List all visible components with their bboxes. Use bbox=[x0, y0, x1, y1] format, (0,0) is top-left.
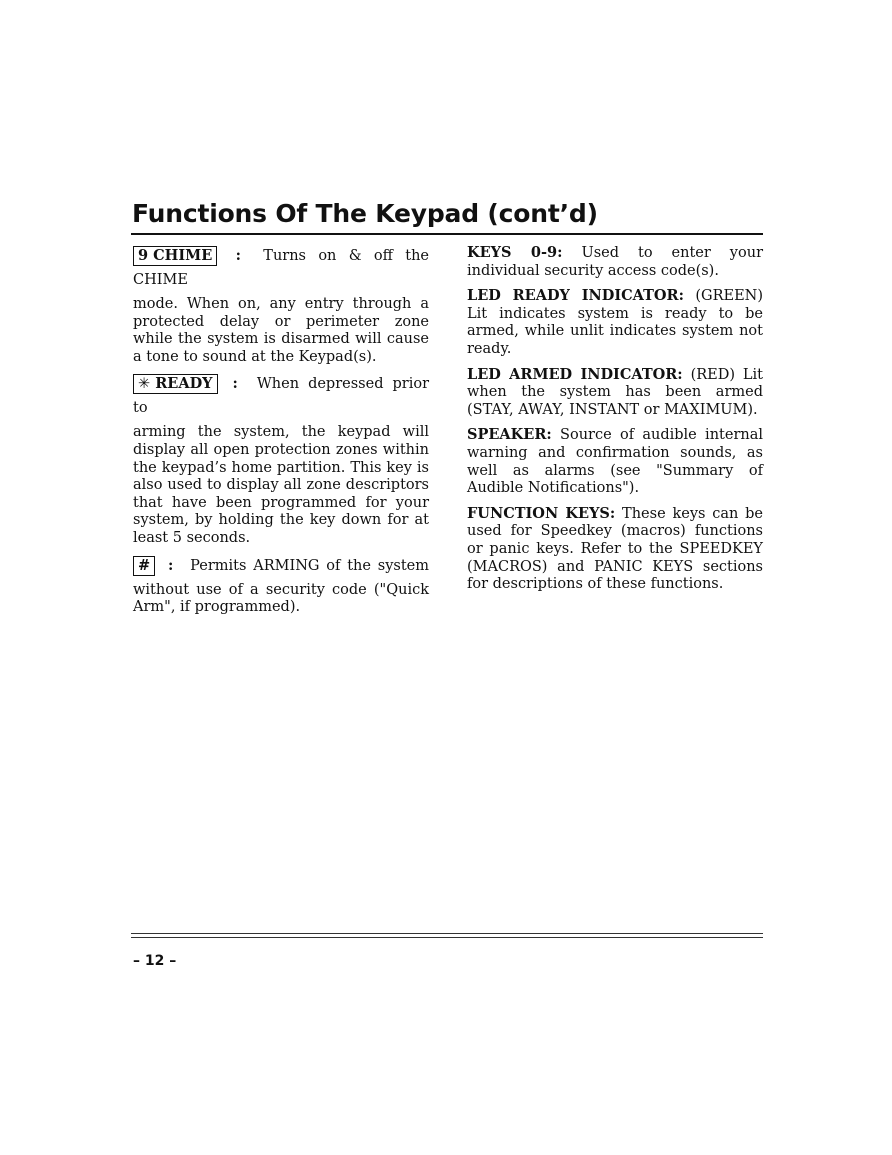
chime-key-entry bbox=[133, 244, 429, 366]
pound-key-first-line bbox=[133, 554, 429, 578]
ready-key-description: arming the system, the keypad will display all open protection zones within the keypad’s home partition. This key is also used to display all zone descriptors that have been programmed for your system, by holding the key down for at least 5 seconds. bbox=[133, 424, 429, 546]
ready-key-label: READY bbox=[155, 375, 213, 393]
ready-key-lead-text: When depressed prior to bbox=[133, 376, 429, 417]
ready-key-box bbox=[133, 374, 218, 394]
led-armed-text: (RED) Lit when the system has been armed (STAY, AWAY, INSTANT or MAXIMUM). bbox=[467, 366, 763, 418]
keys-0-9-entry bbox=[467, 244, 763, 280]
led-armed-term: LED ARMED INDICATOR: bbox=[467, 365, 683, 383]
footer-rule bbox=[131, 933, 763, 938]
ready-key-entry bbox=[133, 372, 429, 547]
led-ready-term: LED READY INDICATOR: bbox=[467, 287, 684, 305]
pound-key-entry bbox=[133, 554, 429, 617]
keys-0-9-term: KEYS 0-9: bbox=[467, 244, 563, 261]
chime-key-colon: : bbox=[235, 247, 241, 264]
pound-key-colon: : bbox=[167, 556, 174, 574]
ready-key-first-line bbox=[133, 372, 429, 420]
speaker-text: Source of audible internal warning and confirmation sounds, as well as alarms (see "Summary of Audible Notifications"). bbox=[467, 427, 763, 497]
pound-key-box: # bbox=[133, 556, 155, 576]
page-number: – 12 – bbox=[133, 953, 177, 969]
function-keys-entry bbox=[467, 505, 763, 594]
pound-key-lead-text: Permits ARMING of the system bbox=[190, 557, 430, 574]
left-column bbox=[133, 244, 429, 623]
led-ready-entry bbox=[467, 287, 763, 358]
led-armed-entry bbox=[467, 366, 763, 420]
chime-key-lead-text: Turns on & off the CHIME bbox=[133, 248, 430, 288]
function-keys-term: FUNCTION KEYS: bbox=[467, 504, 616, 522]
chime-key-description: mode. When on, any entry through a protected delay or perimeter zone while the system is disarmed will cause a tone to sound at the Keypad(s). bbox=[133, 296, 429, 365]
speaker-entry bbox=[467, 426, 763, 497]
function-keys-text: These keys can be used for Speedkey (macros) functions or panic keys. Refer to the SPEEDKEY (MACROS) and PANIC KEYS sections for descriptions of these functions. bbox=[467, 505, 763, 593]
led-ready-text: (GREEN) Lit indicates system is ready to be armed, while unlit indicates system not ready. bbox=[467, 288, 763, 357]
title-rule bbox=[131, 233, 763, 235]
pound-key-description: without use of a security code ("Quick Arm", if programmed). bbox=[133, 581, 429, 616]
keys-0-9-text: Used to enter your individual security access code(s). bbox=[467, 245, 763, 279]
page-title: Functions Of The Keypad (cont’d) bbox=[132, 199, 598, 228]
chime-key-first-line bbox=[133, 244, 429, 292]
asterisk-icon: ✳ bbox=[138, 376, 151, 393]
chime-key-box: 9 CHIME bbox=[133, 246, 217, 266]
ready-key-colon: : bbox=[232, 375, 238, 393]
speaker-term: SPEAKER: bbox=[467, 426, 552, 444]
right-column bbox=[467, 244, 763, 601]
